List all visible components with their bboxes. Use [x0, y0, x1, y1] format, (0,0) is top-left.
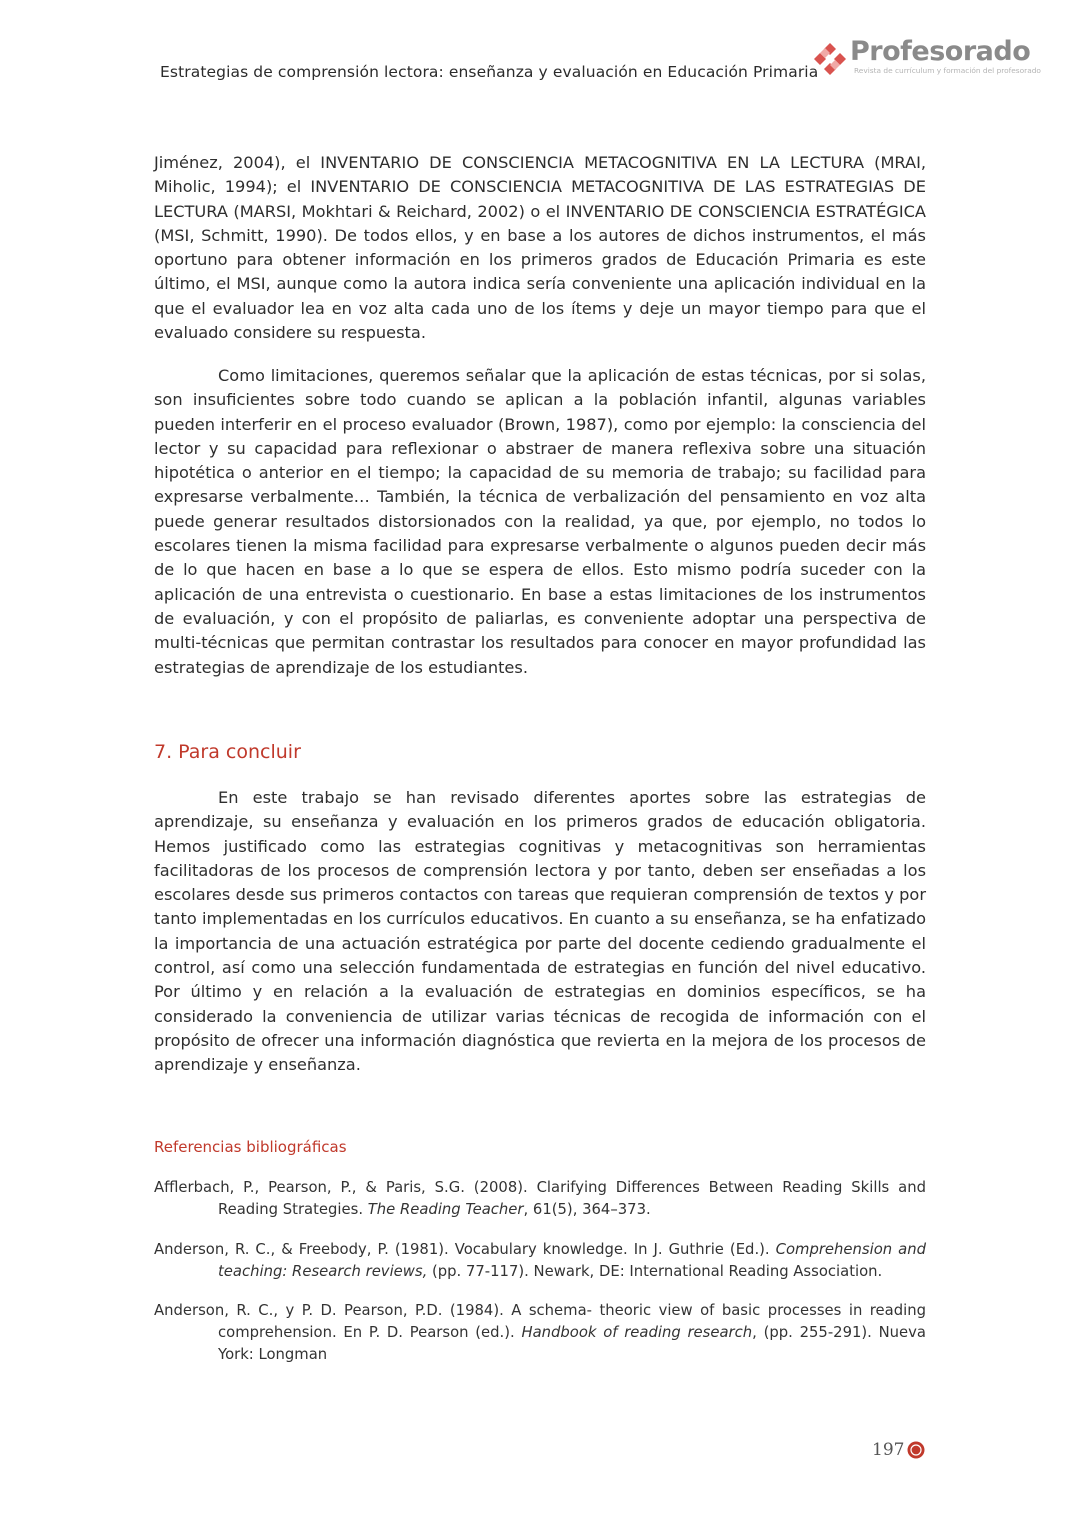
- page-marker-icon: [906, 1440, 926, 1460]
- reference-source: Comprehension and teaching: Research reviews,: [218, 1241, 927, 1280]
- page-number: 197: [872, 1440, 905, 1460]
- logo-mark-icon: [812, 41, 848, 77]
- body-paragraph-1: Jiménez, 2004), el INVENTARIO DE CONSCIENCIA METACOGNITIVA EN LA LECTURA (MRAI, Miholic, 1994); el INVENTARIO DE CONSCIENCIA METACOGNITIVA DE LAS ESTRATEGIAS DE LECTURA (MARSI, Mokhtari & Reichard, 2002) o el INVENTARIO DE CONSCIENCIA ESTRATÉGICA (MSI, Schmitt, 1990). De todos ellos, y en base a los autores de dichos instrumentos, el más oportuno para obtener información en los primeros grados de Educación Primaria es este último, el MSI, aunque como la autora indica sería conveniente una aplicación individual en la que el evaluador lea en voz alta cada uno de los ítems y deje un mayor tiempo para que el evaluado considere su respuesta.: [154, 153, 926, 343]
- reference-text: (pp. 77-117). Newark, DE: International Reading Association.: [427, 1263, 883, 1280]
- reference-text: , 61(5), 364–373.: [523, 1201, 651, 1218]
- logo-tagline: Revista de currículum y formación del profesorado: [854, 66, 1041, 75]
- reference-text: Anderson, R. C., y P. D. Pearson, P.D. (1984). A schema- theoric view of basic processes in reading comprehension. En P. D. Pearson (ed.).: [154, 1302, 926, 1341]
- body-paragraph-3: En este trabajo se han revisado diferentes aportes sobre las estrategias de aprendizaje, su enseñanza y evaluación en los primeros grados de educación obligatoria. Hemos justificado como las estrategias cognitivas y metacognitivas son herramientas facilitadoras de los procesos de comprensión lectora y por tanto, deben ser enseñadas a los escolares desde sus primeros contactos con tareas que requieran comprensión de textos y por tanto implementadas en los currículos educativos. En cuanto a su enseñanza, se ha enfatizado la importancia de una actuación estratégica por parte del docente cediendo gradualmente el control, así como una selección fundamentada de estrategias en función del nivel educativo. Por último y en relación a la evaluación de estrategias en dominios específicos, se ha considerado la conveniencia de utilizar varias técnicas de recogida de información con el propósito de ofrecer una información diagnóstica que revierta en la mejora de los procesos de aprendizaje y enseñanza.: [154, 788, 926, 1075]
- reference-text: Anderson, R. C., & Freebody, P. (1981). Vocabulary knowledge. In J. Guthrie (Ed.).: [154, 1241, 776, 1258]
- references-heading: Referencias bibliográficas: [154, 1138, 347, 1156]
- reference-text: Afflerbach, P., Pearson, P., & Paris, S.G. (2008). Clarifying Differences Between Reading Skills and Reading Strategies.: [154, 1179, 926, 1218]
- reference-item: [154, 1239, 926, 1283]
- body-paragraph-2: Como limitaciones, queremos señalar que la aplicación de estas técnicas, por si solas, son insuficientes sobre todo cuando se aplican a la población infantil, algunas variables pueden interferir en el proceso evaluador (Brown, 1987), como por ejemplo: la consciencia del lector y su capacidad para reflexionar o abstraer de manera reflexiva sobre una situación hipotética o anterior en el tiempo; la capacidad de su memoria de trabajo; su facilidad para expresarse verbalmente… También, la técnica de verbalización del pensamiento en voz alta puede generar resultados distorsionados con la realidad, ya que, por ejemplo, no todos lo escolares tienen la misma facilidad para expresarse verbalmente o algunos pueden decir más de lo que hacen en base a lo que se espera de ellos. Esto mismo podría suceder con la aplicación de una entrevista o cuestionario. En base a estas limitaciones de los instrumentos de evaluación, y con el propósito de paliarlas, es conveniente adoptar una perspectiva de multi-técnicas que permitan contrastar los resultados para conocer en mayor profundidad las estrategias de aprendizaje de los estudiantes.: [154, 366, 926, 677]
- reference-item: [154, 1300, 926, 1366]
- logo-name: Profesorado: [850, 36, 1031, 67]
- journal-logo: [812, 36, 1041, 82]
- reference-source: The Reading Teacher: [367, 1201, 524, 1218]
- section-heading: 7. Para concluir: [154, 741, 301, 763]
- reference-item: [154, 1177, 926, 1221]
- reference-source: Handbook of reading research: [521, 1324, 753, 1341]
- reference-text: , (pp. 255-291). Nueva York: Longman: [218, 1324, 926, 1363]
- running-header-title: Estrategias de comprensión lectora: enseñanza y evaluación en Educación Primaria: [160, 63, 819, 81]
